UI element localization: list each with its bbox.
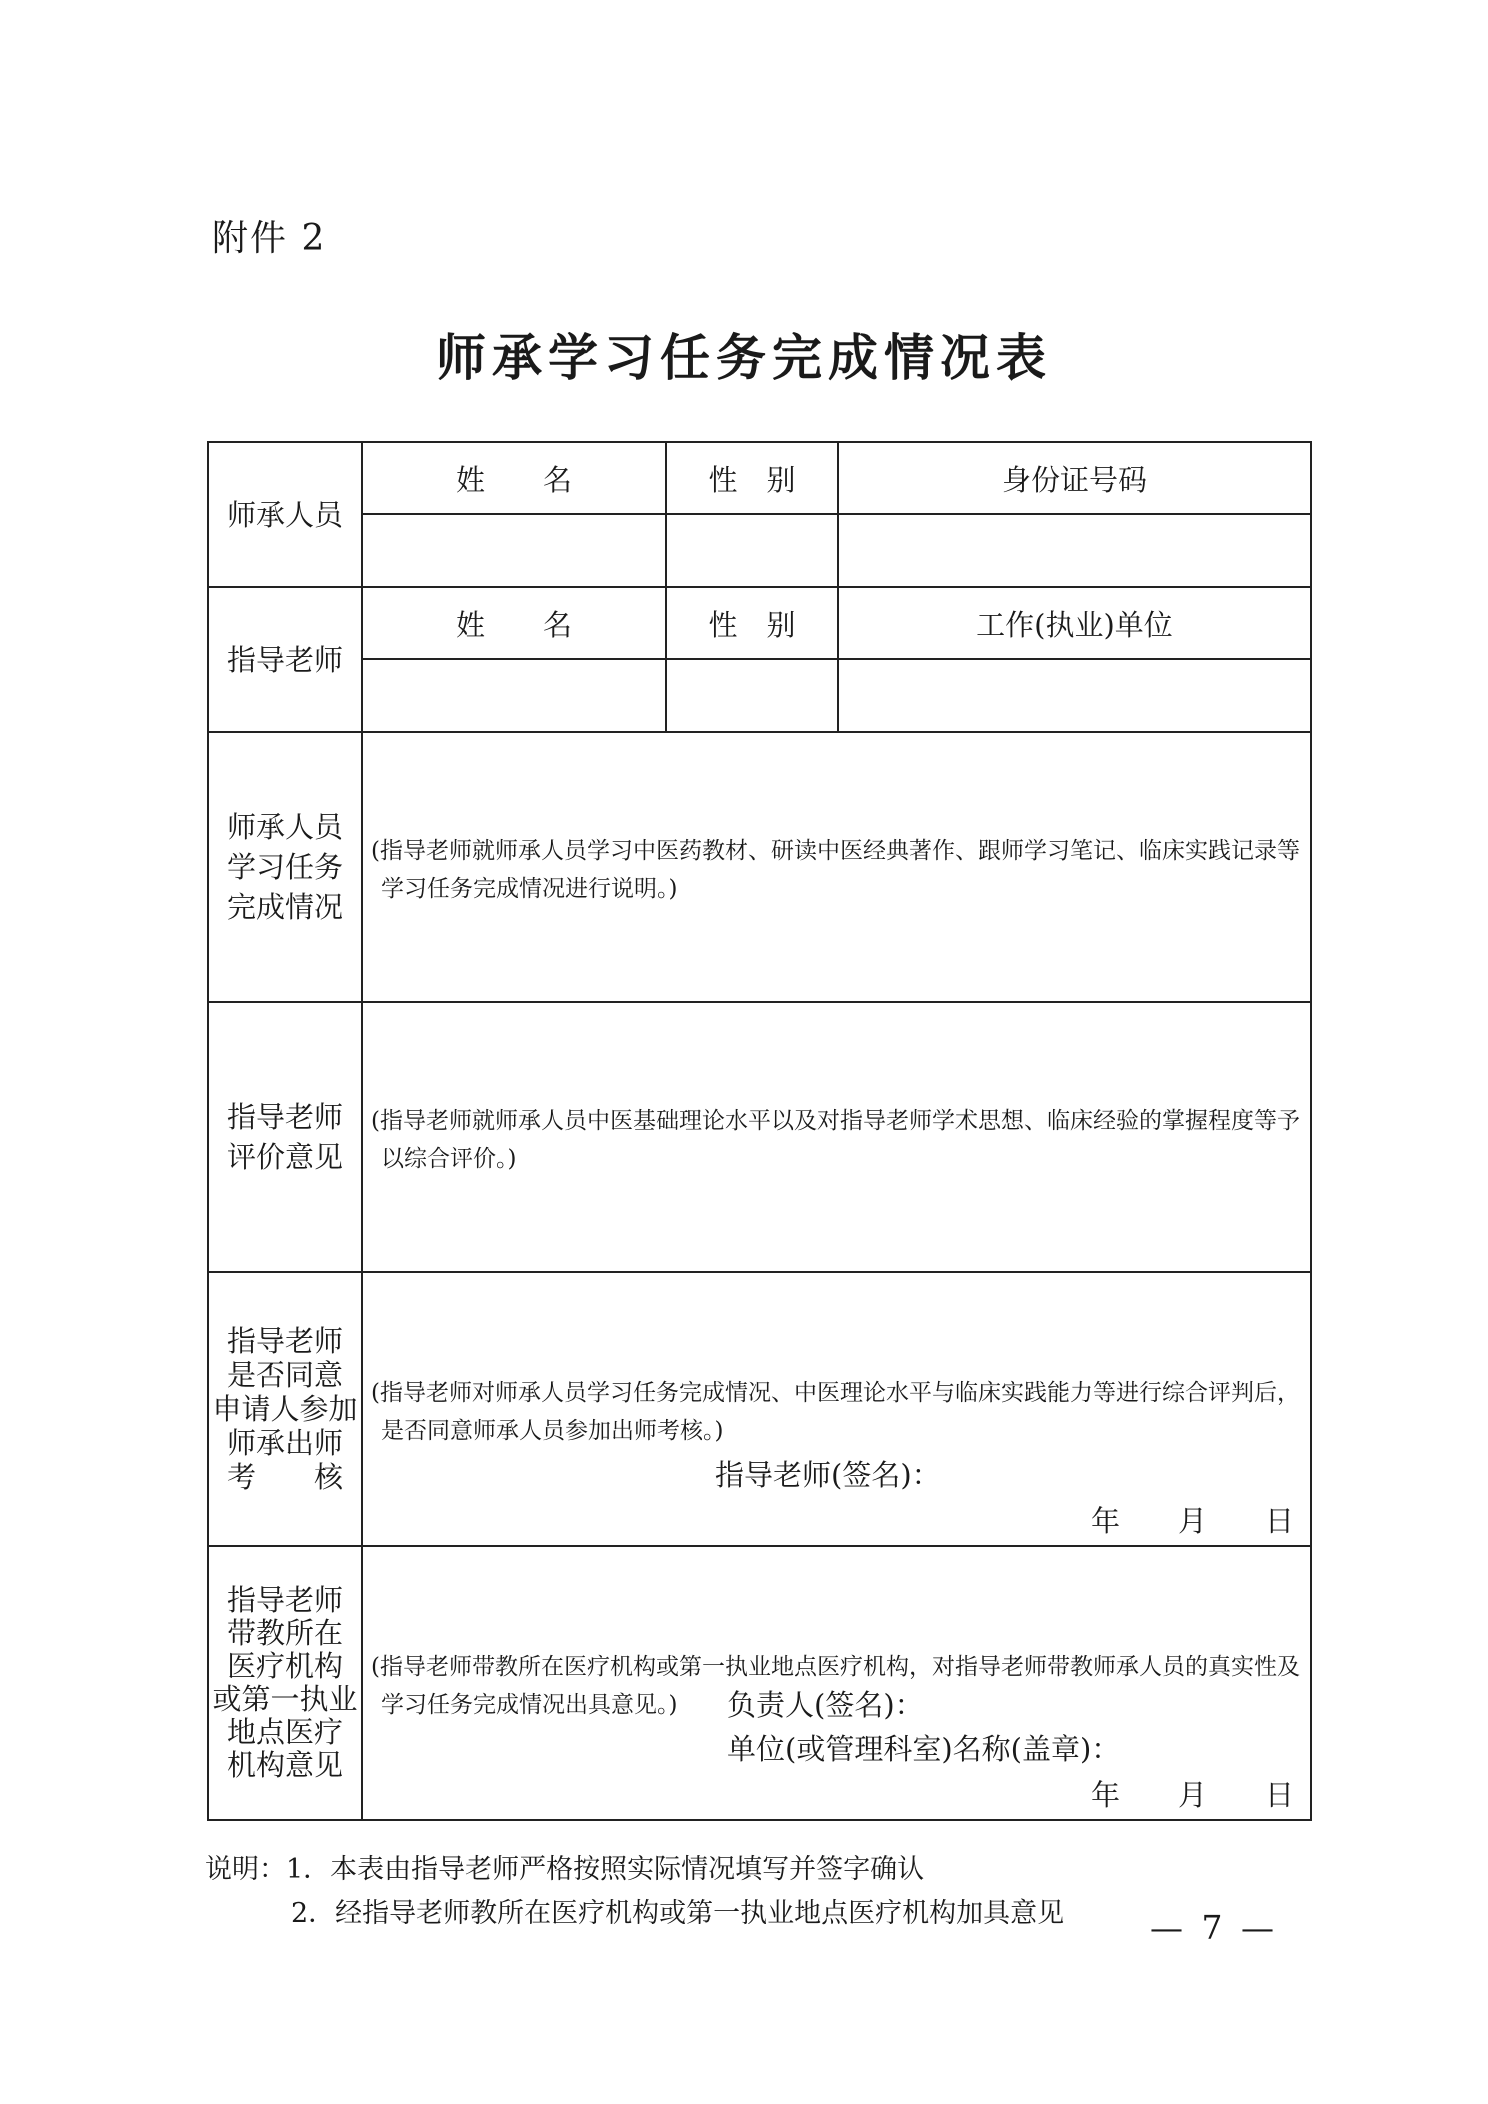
institution-opinion-label-line: 或第一执业 — [212, 1682, 358, 1716]
apprentice-name-header: 姓 名 — [362, 442, 666, 514]
mentor-label: 指导老师 — [208, 587, 362, 732]
mentor-evaluation-label-text: 指导老师评价意见 — [226, 1100, 343, 1174]
exam-consent-label-line: 申请人参加 — [212, 1392, 358, 1426]
date-month: 月 — [1177, 1778, 1207, 1812]
study-completion-hint: (指导老师就师承人员学习中医药教材、研读中医经典著作、跟师学习笔记、临床实践记录等学习任务完成情况进行说明。) — [371, 838, 1300, 902]
note-line-1 — [205, 1848, 1064, 1892]
institution-opinion-date — [1091, 1773, 1294, 1814]
page-number: — 7 — — [1150, 1908, 1278, 1947]
apprentice-label: 师承人员 — [208, 442, 362, 587]
exam-consent-field[interactable] — [362, 1272, 1311, 1546]
exam-consent-label-line: 是否同意 — [226, 1358, 343, 1392]
date-month: 月 — [1177, 1504, 1207, 1538]
institution-opinion-label-line: 指导老师 — [226, 1583, 343, 1617]
section-study-completion — [208, 732, 1311, 1002]
mentor-unit-header: 工作(执业)单位 — [838, 587, 1311, 659]
apprentice-header-row — [208, 442, 1311, 514]
study-completion-label-text: 师承人员学习任务完成情况 — [226, 810, 343, 924]
attachment-label: 附件 2 — [212, 218, 327, 259]
notes-section — [205, 1848, 1064, 1936]
exam-consent-label-line: 考 核 — [226, 1460, 343, 1494]
apprentice-gender-header: 性 别 — [666, 442, 838, 514]
apprentice-id-header: 身份证号码 — [838, 442, 1311, 514]
institution-opinion-label-line: 机构意见 — [226, 1748, 343, 1782]
exam-consent-label-line: 指导老师 — [226, 1324, 343, 1358]
institution-opinion-field[interactable] — [362, 1546, 1311, 1820]
institution-opinion-hint: (指导老师带教所在医疗机构或第一执业地点医疗机构，对指导老师带教师承人员的真实性及学习任务完成情况出具意见。) — [371, 1654, 1300, 1718]
mentor-gender-field[interactable] — [666, 659, 838, 732]
page-title: 师承学习任务完成情况表 — [436, 328, 1052, 387]
note-item-1: 1．本表由指导老师严格按照实际情况填写并签字确认 — [286, 1854, 925, 1885]
institution-opinion-label — [208, 1546, 362, 1820]
institution-opinion-label-line: 地点医疗 — [226, 1715, 343, 1749]
apprentice-name-field[interactable] — [362, 514, 666, 587]
mentor-unit-field[interactable] — [838, 659, 1311, 732]
exam-consent-date — [1091, 1499, 1294, 1540]
note-item-2: 2．经指导老师教所在医疗机构或第一执业地点医疗机构加具意见 — [291, 1898, 1065, 1929]
study-completion-label — [208, 732, 362, 1002]
mentor-signature-label: 指导老师(签名)： — [715, 1458, 941, 1492]
institution-opinion-label-line: 带教所在 — [226, 1616, 343, 1650]
completion-form-table — [207, 441, 1312, 1821]
section-exam-consent — [208, 1272, 1311, 1546]
exam-consent-hint: (指导老师对师承人员学习任务完成情况、中医理论水平与临床实践能力等进行综合评判后，是否同意师承人员参加出师考核。) — [371, 1380, 1300, 1444]
apprentice-input-row — [208, 514, 1311, 587]
mentor-header-row — [208, 587, 1311, 659]
date-year: 年 — [1090, 1504, 1120, 1538]
notes-prefix: 说明： — [205, 1854, 286, 1885]
date-day: 日 — [1264, 1504, 1294, 1538]
mentor-input-row — [208, 659, 1311, 732]
section-mentor-evaluation — [208, 1002, 1311, 1272]
mentor-evaluation-label — [208, 1002, 362, 1272]
unit-seal-label: 单位(或管理科室)名称(盖章)： — [727, 1732, 1121, 1766]
exam-consent-label-line: 师承出师 — [226, 1426, 343, 1460]
responsible-signature-label: 负责人(签名)： — [727, 1688, 924, 1722]
apprentice-id-field[interactable] — [838, 514, 1311, 587]
mentor-name-field[interactable] — [362, 659, 666, 732]
mentor-name-header: 姓 名 — [362, 587, 666, 659]
institution-opinion-label-line: 医疗机构 — [226, 1649, 343, 1683]
mentor-evaluation-hint: (指导老师就师承人员中医基础理论水平以及对指导老师学术思想、临床经验的掌握程度等予以综合评价。) — [371, 1108, 1300, 1172]
exam-consent-label — [208, 1272, 362, 1546]
mentor-evaluation-field[interactable] — [362, 1002, 1311, 1272]
date-year: 年 — [1090, 1778, 1120, 1812]
mentor-gender-header: 性 别 — [666, 587, 838, 659]
study-completion-field[interactable] — [362, 732, 1311, 1002]
section-institution-opinion — [208, 1546, 1311, 1820]
apprentice-gender-field[interactable] — [666, 514, 838, 587]
date-day: 日 — [1264, 1778, 1294, 1812]
